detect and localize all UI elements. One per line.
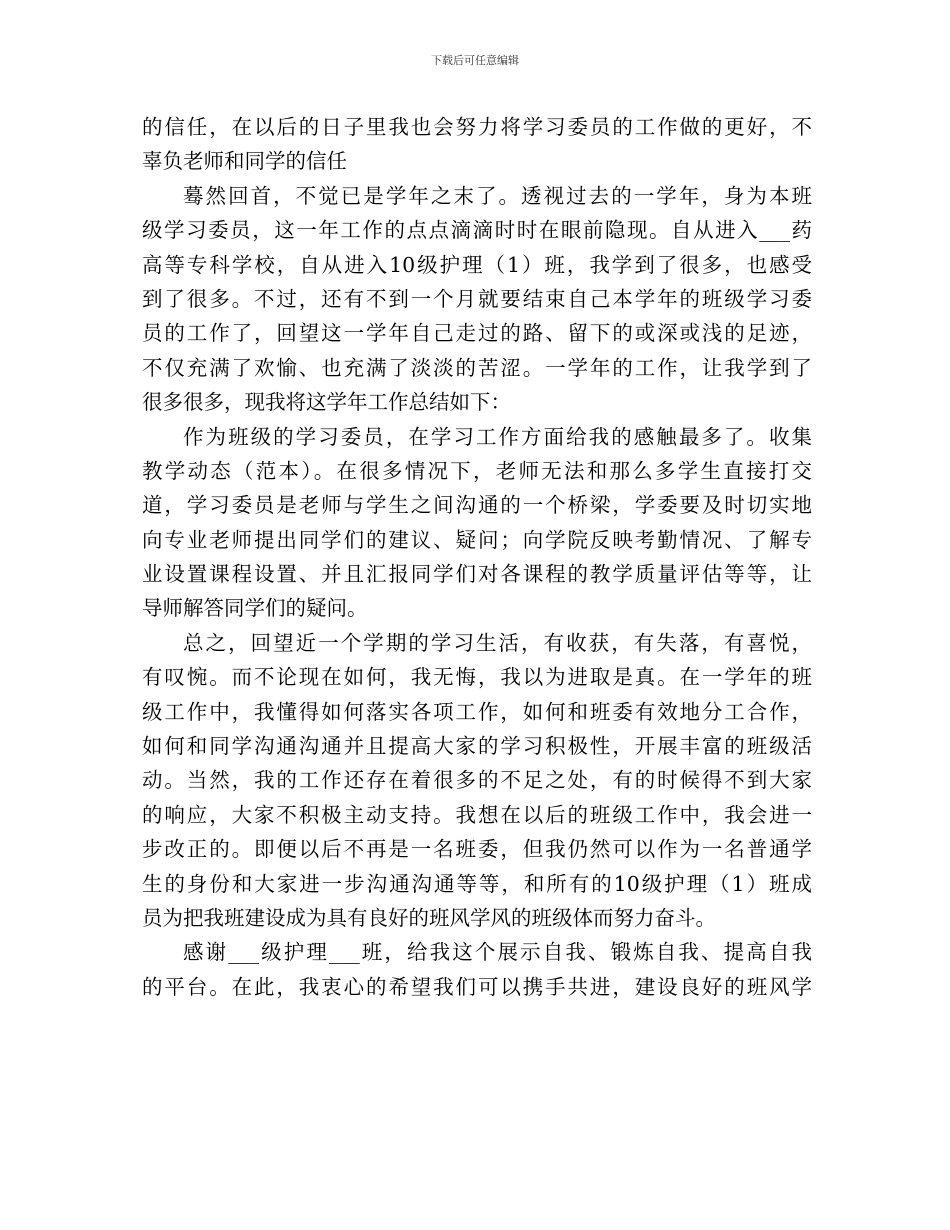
- text-line: 教学动态（范本）。在很多情况下，老师无法和那么多学生直接打交: [142, 458, 812, 483]
- text-line: 导师解答同学们的疑问。: [142, 596, 368, 621]
- text-line: 员的工作了，回望这一学年自己走过的路、留下的或深或浅的足迹，: [142, 321, 812, 346]
- text-line: 高等专科学校，自从进入10级护理（1）班，我学到了很多，也感受: [142, 252, 812, 277]
- text-line: 辜负老师和同学的信任: [142, 149, 347, 174]
- text-line: 有叹惋。而不论现在如何，我无悔，我以为进取是真。在一学年的班: [142, 665, 812, 690]
- page-header: 下载后可任意编辑: [431, 54, 519, 67]
- text-line: 业设置课程设置、并且汇报同学们对各课程的教学质量评估等等，让: [142, 562, 812, 587]
- text-line: 向专业老师提出同学们的建议、疑问；向学院反映考勤情况、了解专: [142, 527, 812, 552]
- text-line: 的信任，在以后的日子里我也会努力将学习委员的工作做的更好，不: [142, 115, 812, 139]
- text-line: 的平台。在此，我衷心的希望我们可以携手共进，建设良好的班风学: [142, 974, 812, 999]
- text-line: 生的身份和大家进一步沟通沟通等等，和所有的10级护理（1）班成: [142, 871, 812, 896]
- text-line: 到了很多。不过，还有不到一个月就要结束自己本学年的班级学习委: [142, 286, 812, 311]
- text-line: 员为把我班建设成为具有良好的班风学风的班级体而努力奋斗。: [142, 905, 716, 930]
- text-line: 作为班级的学习委员，在学习工作方面给我的感触最多了。收集: [183, 424, 812, 449]
- text-line: 很多很多，现我将这学年工作总结如下：: [142, 390, 511, 415]
- text-line: 动。当然，我的工作还存在着很多的不足之处，有的时候得不到大家: [142, 768, 812, 793]
- text-line: 不仅充满了欢愉、也充满了淡淡的苦涩。一学年的工作，让我学到了: [142, 355, 812, 380]
- document-body: [142, 110, 812, 1004]
- text-line: 蓦然回首，不觉已是学年之末了。透视过去的一学年，身为本班: [183, 183, 812, 208]
- text-line: 级学习委员，这一年工作的点点滴滴时时在眼前隐现。自从进入___药: [142, 218, 812, 243]
- text-line: 的响应，大家不积极主动支持。我想在以后的班级工作中，我会进一: [142, 802, 812, 827]
- text-line: 总之，回望近一个学期的学习生活，有收获，有失落，有喜悦，: [183, 630, 812, 655]
- text-line: 如何和同学沟通沟通并且提高大家的学习积极性，开展丰富的班级活: [142, 734, 812, 759]
- text-line: 感谢___级护理___班，给我这个展示自我、锻炼自我、提高自我: [183, 940, 812, 965]
- text-line: 级工作中，我懂得如何落实各项工作，如何和班委有效地分工合作，: [142, 699, 812, 724]
- text-line: 道，学习委员是老师与学生之间沟通的一个桥梁，学委要及时切实地: [142, 493, 812, 518]
- text-line: 步改正的。即便以后不再是一名班委，但我仍然可以作为一名普通学: [142, 837, 812, 862]
